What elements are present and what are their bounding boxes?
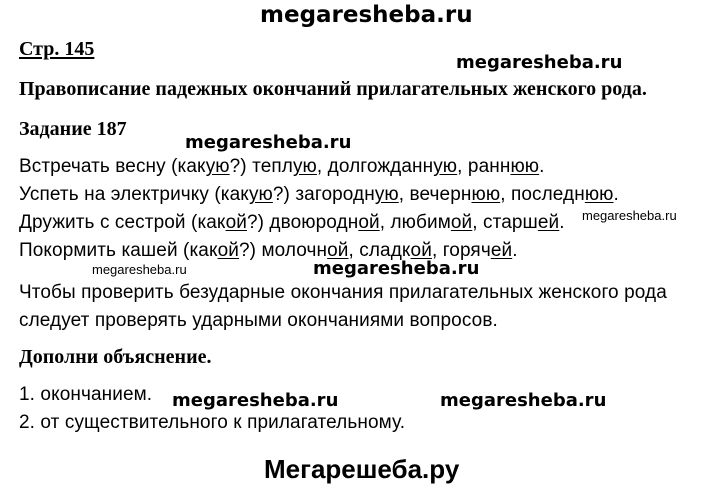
site-name-footer: Мегарешеба.ру bbox=[264, 454, 460, 484]
underlined-ending: ей bbox=[537, 212, 560, 233]
watermark: megaresheba.ru bbox=[582, 208, 677, 223]
text-segment: . bbox=[512, 240, 518, 261]
exercise-line-3 bbox=[19, 212, 565, 234]
underlined-ending: юю bbox=[510, 156, 540, 177]
text-segment: , вечерн bbox=[398, 184, 472, 205]
underlined-ending: ую bbox=[292, 156, 317, 177]
text-segment: ?) тепл bbox=[229, 156, 293, 177]
underlined-ending: ой bbox=[327, 240, 349, 261]
underlined-ending: ой bbox=[225, 212, 247, 233]
text-segment: . bbox=[613, 184, 619, 205]
text-segment: . bbox=[539, 156, 545, 177]
topic-title: Правописание падежных окончаний прилагательных женского рода. bbox=[19, 78, 647, 100]
watermark: megaresheba.ru bbox=[313, 258, 480, 279]
text-segment: Покормить кашей (как bbox=[19, 240, 218, 261]
exercise-line-1 bbox=[19, 156, 545, 178]
text-segment: ?) молочн bbox=[238, 240, 328, 261]
underlined-ending: ей bbox=[490, 240, 513, 261]
answer-1: 1. окончанием. bbox=[19, 384, 153, 405]
task-title: Задание 187 bbox=[19, 118, 127, 140]
text-segment: , долгожданн bbox=[316, 156, 434, 177]
watermark-top: megaresheba.ru bbox=[260, 2, 473, 28]
underlined-ending: ой bbox=[217, 240, 239, 261]
underlined-ending: ую bbox=[205, 156, 230, 177]
watermark: megaresheba.ru bbox=[456, 52, 623, 73]
supplement-title: Дополни объяснение. bbox=[19, 346, 212, 368]
watermark: megaresheba.ru bbox=[92, 262, 187, 277]
text-segment: , любим bbox=[379, 212, 451, 233]
paragraph-line-1: Чтобы проверить безударные окончания прилагательных женского рода bbox=[19, 282, 667, 303]
underlined-ending: ой bbox=[410, 240, 432, 261]
watermark: megaresheba.ru bbox=[172, 390, 339, 411]
page-number-header: Стр. 145 bbox=[19, 38, 95, 60]
text-segment: , горяч bbox=[431, 240, 491, 261]
text-segment: , сладк bbox=[348, 240, 411, 261]
underlined-ending: ую bbox=[374, 184, 399, 205]
watermark: megaresheba.ru bbox=[440, 390, 607, 411]
underlined-ending: ую bbox=[248, 184, 273, 205]
text-segment: Успеть на электричку (как bbox=[19, 184, 249, 205]
paragraph-line-2: следует проверять ударными окончаниями вопросов. bbox=[19, 310, 498, 331]
watermark: megaresheba.ru bbox=[185, 132, 352, 153]
exercise-line-2 bbox=[19, 184, 619, 206]
underlined-ending: юю bbox=[584, 184, 614, 205]
text-segment: Дружить с сестрой (как bbox=[19, 212, 226, 233]
answer-2: 2. от существительного к прилагательному. bbox=[19, 412, 406, 433]
text-segment: , ранн bbox=[457, 156, 511, 177]
text-segment: . bbox=[559, 212, 565, 233]
underlined-ending: ой bbox=[450, 212, 473, 233]
text-segment: , последн bbox=[500, 184, 585, 205]
underlined-ending: ую bbox=[433, 156, 458, 177]
underlined-ending: ой bbox=[358, 212, 380, 233]
text-segment: Встречать весну (как bbox=[19, 156, 206, 177]
text-segment: ?) двоюродн bbox=[246, 212, 359, 233]
underlined-ending: юю bbox=[471, 184, 501, 205]
text-segment: , старш bbox=[472, 212, 538, 233]
text-segment: ?) загородн bbox=[272, 184, 375, 205]
